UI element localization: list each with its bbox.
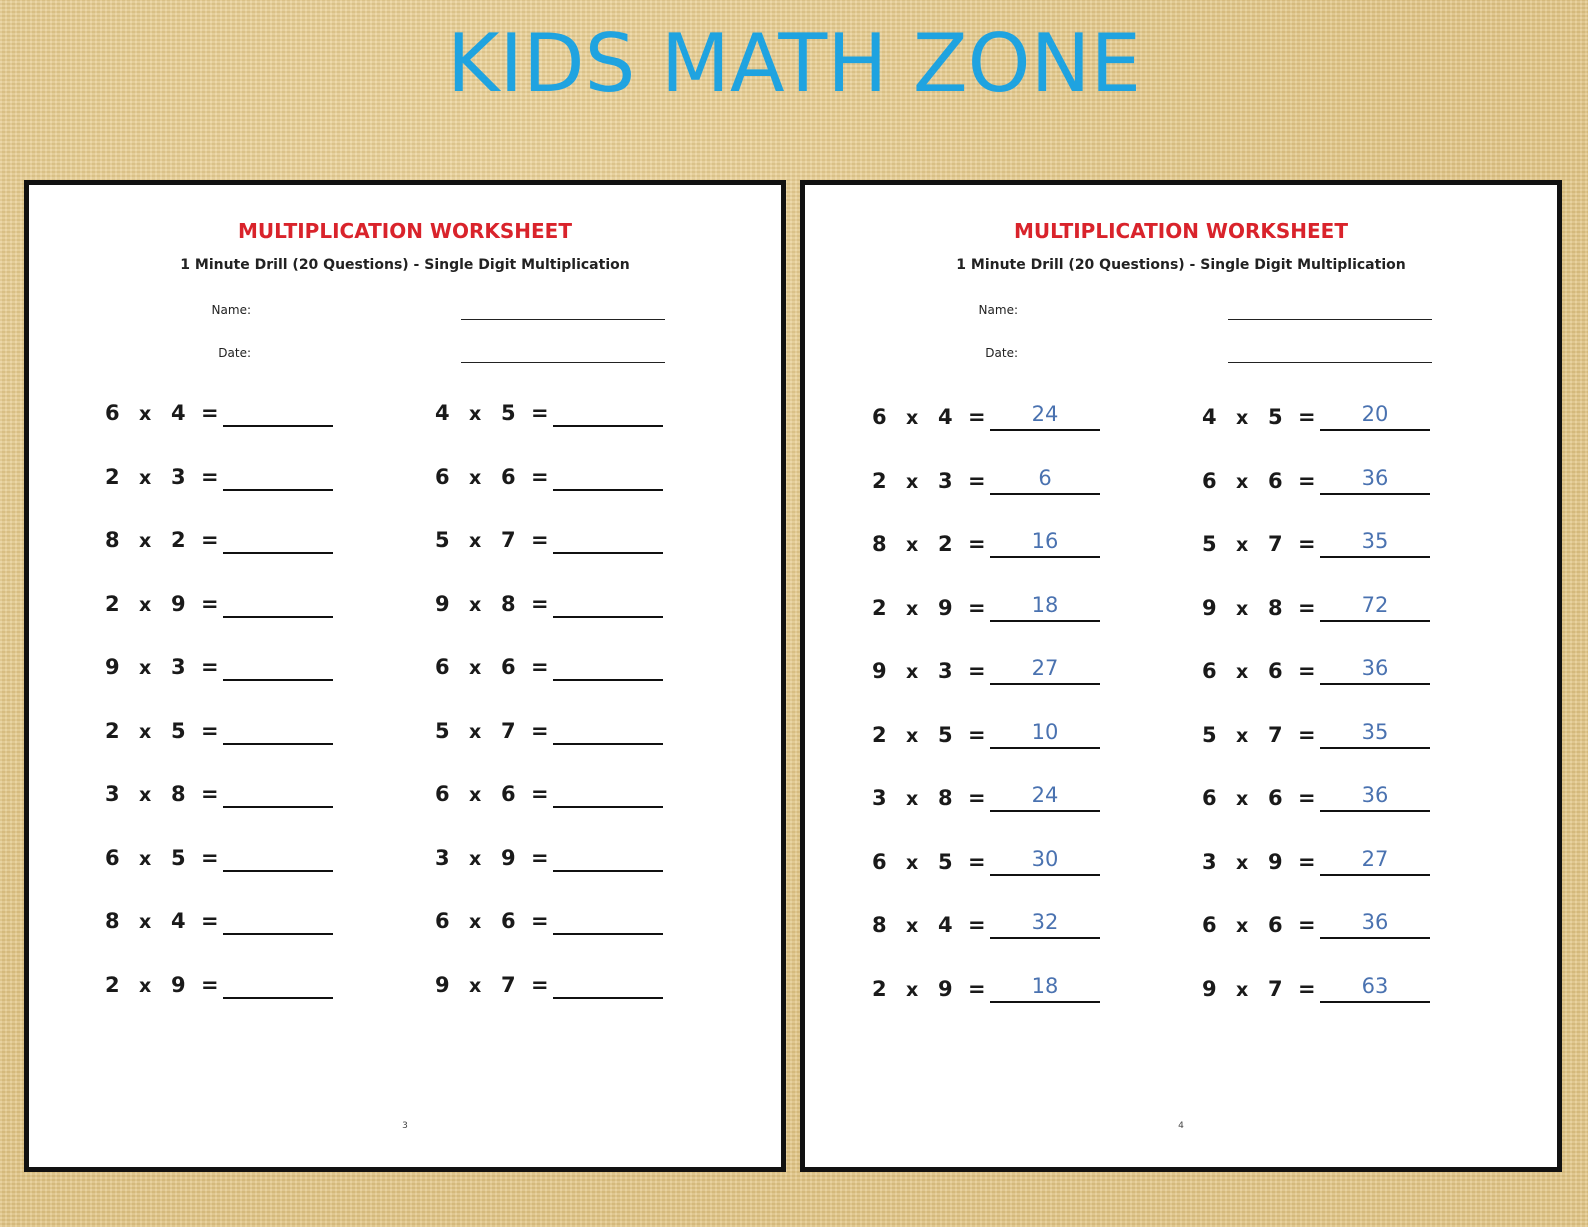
factor-a: 2 [105,718,120,743]
times-sign: x [469,784,482,806]
equals-sign: = [201,655,219,679]
factor-a: 4 [1202,405,1217,429]
problem-row [105,967,345,1003]
times-sign: x [139,974,152,997]
factor-a: 8 [105,909,120,933]
factor-b: 7 [501,718,516,743]
date-line[interactable] [461,362,665,363]
factor-a: 2 [872,722,887,747]
factor-a: 6 [105,845,120,870]
problem-row [435,586,675,622]
factor-b: 9 [501,845,516,870]
times-sign: x [139,911,152,933]
worksheet-page-answers [800,180,1562,1172]
problem-row [435,776,675,812]
factor-a: 8 [105,528,120,552]
equals-sign: = [201,528,219,552]
equals-sign: = [201,909,219,933]
answer-blank[interactable] [223,586,333,618]
name-label: Name: [978,303,1018,317]
worksheet-title: MULTIPLICATION WORKSHEET [1014,219,1348,243]
factor-b: 9 [1268,849,1283,874]
times-sign: x [1236,915,1249,937]
times-sign: x [906,915,919,937]
equals-sign: = [968,786,986,810]
problem-row [105,713,345,749]
equals-sign: = [968,722,986,747]
factor-a: 6 [1202,786,1217,810]
factor-b: 5 [938,722,953,747]
factor-b: 2 [171,528,186,552]
factor-a: 4 [435,401,450,425]
answer-blank[interactable] [223,459,333,491]
answer-blank[interactable] [553,776,663,808]
answer-blank[interactable] [223,395,333,427]
times-sign: x [469,974,482,997]
times-sign: x [906,470,919,493]
factor-b: 8 [171,782,186,806]
times-sign: x [139,720,152,743]
problem-row [1202,717,1442,753]
problem-row [1202,844,1442,880]
problem-row [872,971,1112,1007]
factor-a: 9 [872,659,887,683]
name-line[interactable] [1228,319,1432,320]
times-sign: x [469,657,482,679]
problem-row [435,903,675,939]
factor-b: 7 [1268,532,1283,556]
answer-blank[interactable] [223,776,333,808]
equals-sign: = [201,782,219,806]
answer-blank[interactable]: 10 [990,717,1100,749]
times-sign: x [139,657,152,679]
equals-sign: = [968,849,986,874]
equals-sign: = [531,528,549,552]
answer-blank[interactable]: 63 [1320,971,1430,1003]
factor-b: 5 [938,849,953,874]
equals-sign: = [1298,532,1316,556]
times-sign: x [1236,788,1249,810]
times-sign: x [1236,534,1249,556]
problem-row [872,907,1112,943]
worksheet-title: MULTIPLICATION WORKSHEET [238,219,572,243]
answer-blank[interactable]: 20 [1320,399,1430,431]
equals-sign: = [531,401,549,425]
equals-sign: = [968,532,986,556]
times-sign: x [1236,407,1249,429]
problem-row [435,395,675,431]
answer-blank[interactable]: 27 [990,653,1100,685]
problem-row [1202,907,1442,943]
answer-blank[interactable]: 35 [1320,526,1430,558]
problem-row [872,653,1112,689]
factor-b: 9 [938,595,953,620]
factor-b: 4 [171,909,186,933]
factor-b: 7 [501,528,516,552]
problem-row [872,717,1112,753]
factor-b: 5 [171,845,186,870]
equals-sign: = [968,659,986,683]
answer-blank[interactable] [223,713,333,745]
factor-b: 2 [938,532,953,556]
problem-row [1202,590,1442,626]
times-sign: x [906,661,919,683]
equals-sign: = [1298,468,1316,493]
equals-sign: = [1298,786,1316,810]
equals-sign: = [1298,976,1316,1001]
equals-sign: = [201,972,219,997]
factor-a: 9 [105,655,120,679]
equals-sign: = [201,401,219,425]
answer-blank[interactable] [553,903,663,935]
answer-blank[interactable]: 72 [1320,590,1430,622]
factor-b: 6 [1268,659,1283,683]
factor-b: 5 [1268,405,1283,429]
factor-a: 9 [435,591,450,616]
problem-row [872,526,1112,562]
answer-blank[interactable] [223,522,333,554]
problem-row [435,967,675,1003]
worksheet-subtitle: 1 Minute Drill (20 Questions) - Single Digit Multiplication [956,257,1406,273]
equals-sign: = [968,976,986,1001]
answer-blank[interactable]: 35 [1320,717,1430,749]
factor-a: 9 [1202,595,1217,620]
factor-a: 6 [1202,659,1217,683]
factor-a: 6 [872,849,887,874]
factor-b: 3 [938,468,953,493]
factor-b: 9 [171,972,186,997]
problem-row [105,459,345,495]
problem-row [105,840,345,876]
equals-sign: = [531,909,549,933]
factor-b: 3 [938,659,953,683]
factor-a: 3 [435,845,450,870]
factor-a: 8 [872,532,887,556]
name-label: Name: [211,303,251,317]
factor-a: 2 [105,972,120,997]
factor-b: 5 [501,401,516,425]
factor-a: 2 [872,595,887,620]
problem-row [872,399,1112,435]
answer-blank[interactable] [553,522,663,554]
answer-blank[interactable] [553,459,663,491]
equals-sign: = [1298,722,1316,747]
times-sign: x [906,534,919,556]
answer-blank[interactable] [223,967,333,999]
problem-row [872,844,1112,880]
factor-b: 4 [171,401,186,425]
problem-row [105,776,345,812]
factor-a: 6 [435,655,450,679]
times-sign: x [906,788,919,810]
factor-a: 6 [435,464,450,489]
problem-row [1202,526,1442,562]
answer-blank[interactable]: 27 [1320,844,1430,876]
equals-sign: = [968,913,986,937]
answer-blank[interactable]: 16 [990,526,1100,558]
equals-sign: = [201,718,219,743]
answer-blank[interactable] [553,840,663,872]
answer-blank[interactable]: 32 [990,907,1100,939]
factor-a: 8 [872,913,887,937]
times-sign: x [469,720,482,743]
equals-sign: = [531,655,549,679]
factor-b: 8 [501,591,516,616]
factor-a: 6 [872,405,887,429]
answer-blank[interactable]: 36 [1320,463,1430,495]
factor-b: 7 [1268,976,1283,1001]
equals-sign: = [968,468,986,493]
equals-sign: = [531,972,549,997]
times-sign: x [469,847,482,870]
factor-b: 9 [171,591,186,616]
problem-row [872,780,1112,816]
answer-blank[interactable] [223,840,333,872]
factor-a: 9 [435,972,450,997]
problem-row [1202,653,1442,689]
equals-sign: = [1298,849,1316,874]
times-sign: x [1236,661,1249,683]
times-sign: x [469,911,482,933]
times-sign: x [1236,597,1249,620]
worksheet-page-questions [24,180,786,1172]
factor-a: 6 [435,782,450,806]
times-sign: x [1236,978,1249,1001]
factor-a: 3 [1202,849,1217,874]
times-sign: x [906,851,919,874]
factor-a: 9 [1202,976,1217,1001]
factor-a: 5 [435,718,450,743]
times-sign: x [139,403,152,425]
answer-blank[interactable] [553,395,663,427]
answer-blank[interactable] [553,586,663,618]
times-sign: x [906,597,919,620]
equals-sign: = [1298,405,1316,429]
answer-blank[interactable]: 18 [990,590,1100,622]
date-line[interactable] [1228,362,1432,363]
factor-b: 4 [938,913,953,937]
answer-blank[interactable]: 18 [990,971,1100,1003]
times-sign: x [906,724,919,747]
answer-blank[interactable]: 24 [990,399,1100,431]
page-number: 4 [1178,1121,1184,1131]
factor-b: 7 [501,972,516,997]
name-line[interactable] [461,319,665,320]
problem-row [435,649,675,685]
factor-a: 2 [105,464,120,489]
factor-b: 5 [171,718,186,743]
answer-blank[interactable] [553,967,663,999]
factor-b: 6 [1268,786,1283,810]
equals-sign: = [531,782,549,806]
answer-blank[interactable]: 24 [990,780,1100,812]
times-sign: x [139,530,152,552]
factor-a: 6 [1202,913,1217,937]
factor-a: 5 [435,528,450,552]
factor-b: 7 [1268,722,1283,747]
site-banner-title: KIDS MATH ZONE [446,17,1142,110]
worksheet-subtitle: 1 Minute Drill (20 Questions) - Single Digit Multiplication [180,257,630,273]
answer-blank[interactable]: 30 [990,844,1100,876]
factor-a: 5 [1202,532,1217,556]
factor-b: 6 [501,464,516,489]
times-sign: x [906,407,919,429]
factor-b: 8 [1268,595,1283,620]
times-sign: x [469,593,482,616]
problem-row [1202,399,1442,435]
answer-blank[interactable]: 36 [1320,653,1430,685]
factor-a: 2 [105,591,120,616]
times-sign: x [139,847,152,870]
equals-sign: = [968,405,986,429]
factor-a: 6 [105,401,120,425]
times-sign: x [139,784,152,806]
equals-sign: = [531,718,549,743]
factor-a: 3 [105,782,120,806]
factor-b: 6 [501,909,516,933]
equals-sign: = [201,464,219,489]
problem-row [105,586,345,622]
factor-a: 2 [872,468,887,493]
answer-blank[interactable] [553,649,663,681]
problem-row [435,713,675,749]
factor-b: 3 [171,655,186,679]
factor-a: 6 [435,909,450,933]
times-sign: x [139,593,152,616]
factor-a: 3 [872,786,887,810]
equals-sign: = [1298,595,1316,620]
factor-a: 5 [1202,722,1217,747]
answer-blank[interactable]: 36 [1320,907,1430,939]
problem-row [872,463,1112,499]
factor-a: 6 [1202,468,1217,493]
equals-sign: = [531,591,549,616]
problem-row [435,459,675,495]
equals-sign: = [201,845,219,870]
equals-sign: = [1298,913,1316,937]
problem-row [1202,463,1442,499]
equals-sign: = [968,595,986,620]
problem-row [105,522,345,558]
times-sign: x [1236,724,1249,747]
page-number: 3 [402,1121,408,1131]
equals-sign: = [531,845,549,870]
problem-row [1202,780,1442,816]
answer-blank[interactable] [223,903,333,935]
answer-blank[interactable] [553,713,663,745]
factor-b: 3 [171,464,186,489]
problem-row [1202,971,1442,1007]
problem-row [872,590,1112,626]
factor-b: 6 [1268,913,1283,937]
problem-row [105,903,345,939]
problem-row [105,395,345,431]
times-sign: x [469,530,482,552]
times-sign: x [906,978,919,1001]
problem-row [105,649,345,685]
factor-a: 2 [872,976,887,1001]
answer-blank[interactable]: 36 [1320,780,1430,812]
date-label: Date: [985,346,1018,360]
factor-b: 6 [501,782,516,806]
equals-sign: = [531,464,549,489]
factor-b: 6 [501,655,516,679]
times-sign: x [1236,470,1249,493]
equals-sign: = [201,591,219,616]
answer-blank[interactable]: 6 [990,463,1100,495]
times-sign: x [469,466,482,489]
times-sign: x [139,466,152,489]
times-sign: x [469,403,482,425]
problem-row [435,522,675,558]
date-label: Date: [218,346,251,360]
factor-b: 9 [938,976,953,1001]
factor-b: 4 [938,405,953,429]
factor-b: 6 [1268,468,1283,493]
problem-row [435,840,675,876]
answer-blank[interactable] [223,649,333,681]
equals-sign: = [1298,659,1316,683]
times-sign: x [1236,851,1249,874]
factor-b: 8 [938,786,953,810]
